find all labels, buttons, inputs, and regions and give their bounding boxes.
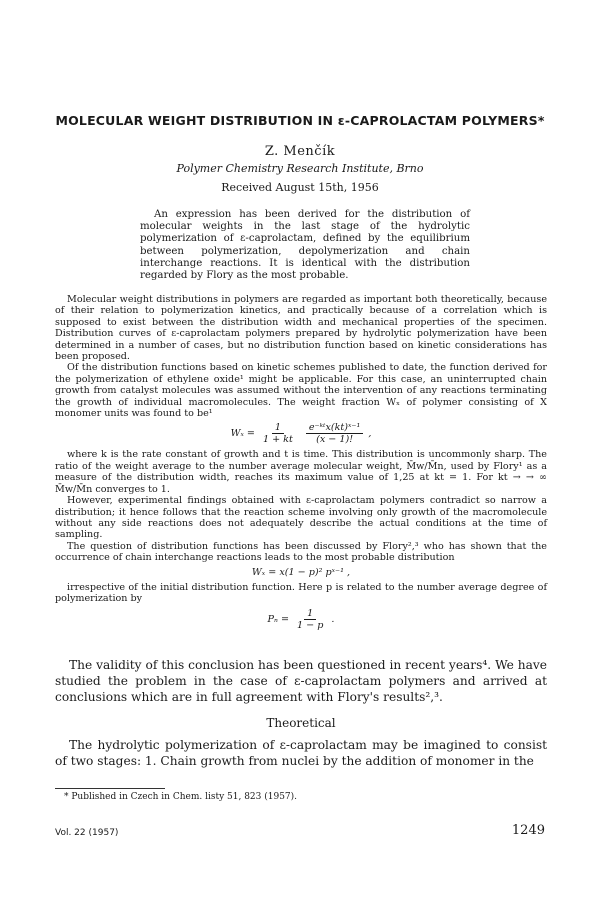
eq3-fraction bbox=[294, 608, 326, 631]
paragraph-4: However, experimental findings obtained with ε-caprolactam polymers contradict so narrow a distribution; it hence follows that the reaction scheme involving only growth of the macromolecule without any side reactions does not adequately describe the actual conditions at the time of sampling. bbox=[55, 495, 547, 541]
eq1-f2-numerator: e⁻ᵏᵗx(kt)ˣ⁻¹ bbox=[306, 422, 364, 434]
abstract-text: An expression has been derived for the distribution of molecular weights in the last stage of the hydrolytic polymerization of ε-caprolactam, defined by the equilibrium between polymerization, depolymerization and chain interchange reactions. It is identical with the distribution regarded by Flory as the most probable. bbox=[140, 209, 470, 282]
paragraph-8: The hydrolytic polymerization of ε-caprolactam may be imagined to consist of two stages: 1. Chain growth from nuclei by the addition of monomer in the bbox=[55, 738, 547, 768]
eq3-tail: . bbox=[331, 613, 335, 625]
eq1-f1-numerator: 1 bbox=[272, 422, 284, 434]
eq3-numerator: 1 bbox=[304, 608, 316, 620]
footnote-rule bbox=[55, 788, 165, 789]
author-name: Z. Menčík bbox=[264, 144, 336, 159]
paragraph-1: Molecular weight distributions in polymers are regarded as important both theoretically, because of their relation to polymerization kinetics, and practically because of a correlation which is supposed to exist between the distribution width and mechanical properties of the specimen. Distribution curves of ε-caprolactam polymers prepared by hydrolytic polymerization have been determined in a number of cases, but no distribution function based on kinetic considerations has been proposed. bbox=[55, 294, 547, 363]
equation-3 bbox=[55, 608, 547, 631]
paragraph-7: The validity of this conclusion has been questioned in recent years⁴. We have studied the problem in the case of ε-caprolactam polymers and arrived at conclusions which are in full agreement with Flory's results²,³. bbox=[55, 658, 547, 704]
eq1-lhs: Wₓ = bbox=[230, 428, 255, 440]
abstract bbox=[140, 209, 470, 282]
section-heading: Theoretical bbox=[266, 716, 336, 730]
eq3-denominator: 1 − p bbox=[296, 619, 324, 631]
paragraph-3: where k is the rate constant of growth and t is time. This distribution is uncommonly sharp. The ratio of the weight average to the number average molecular weight, M̄w/M̄n, used by Flory¹ as a measure of the distribution width, reaches its maximum value of 1,25 at kt = 1. For kt → → ∞ M̄w/M̄n converges to 1. bbox=[55, 449, 547, 495]
eq1-tail: , bbox=[368, 428, 372, 440]
eq2-text: Wₓ = x(1 − p)² pˣ⁻¹ , bbox=[251, 566, 351, 578]
paragraph-6: irrespective of the initial distribution function. Here p is related to the number average degree of polymerization by bbox=[55, 581, 547, 605]
eq1-f2-denominator: (x − 1)! bbox=[316, 434, 354, 446]
affiliation: Polymer Chemistry Research Institute, Brno bbox=[176, 162, 424, 175]
eq1-f1-denominator: 1 + kt bbox=[262, 434, 293, 446]
eq1-fraction-2 bbox=[306, 422, 364, 445]
eq3-lhs: Pₙ = bbox=[267, 613, 289, 625]
body-text bbox=[55, 294, 547, 635]
article-title: MOLECULAR WEIGHT DISTRIBUTION IN ε-CAPROLACTAM POLYMERS* bbox=[55, 113, 545, 128]
equation-2 bbox=[55, 567, 547, 578]
received-date: Received August 15th, 1956 bbox=[221, 181, 379, 194]
page-number: 1249 bbox=[511, 823, 545, 838]
eq1-fraction-1 bbox=[260, 422, 296, 445]
large-text bbox=[55, 657, 547, 769]
paragraph-2: Of the distribution functions based on kinetic schemes published to date, the function derived for the polymerization of ethylene oxide¹ might be applicable. For this case, an uninterrupted chain growth from catalyst molecules was assumed without the intervention of any reactions terminating the growth of individual macromolecules. The weight fraction Wₓ of polymer consisting of X monomer units was found to be¹ bbox=[55, 362, 547, 420]
footnote: * Published in Czech in Chem. listy 51, 823 (1957). bbox=[64, 792, 298, 802]
equation-1 bbox=[55, 422, 547, 445]
paragraph-5: The question of distribution functions has been discussed by Flory²,³ who has shown that the occurrence of chain interchange reactions leads to the most probable distribution bbox=[55, 540, 547, 564]
volume-info: Vol. 22 (1957) bbox=[55, 828, 119, 838]
